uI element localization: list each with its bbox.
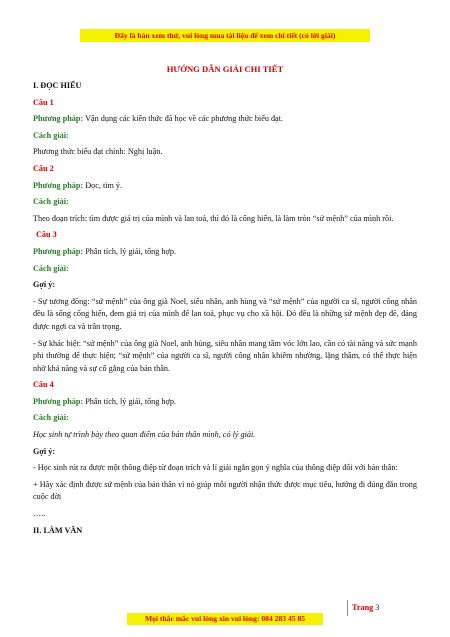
- method-2: [33, 180, 417, 193]
- solution-label-1: Cách giải:: [33, 130, 69, 140]
- question-heading-3: Câu 3: [36, 230, 57, 240]
- page-title: HƯỚNG DẪN GIẢI CHI TIẾT: [166, 64, 284, 74]
- footer-divider: [347, 600, 348, 616]
- method-text-4: Phân tích, lý giải, tổng hợp.: [85, 396, 176, 406]
- document-body: [33, 80, 417, 541]
- hint-paragraph-3a: - Sự tương đồng: “sứ mệnh” của ông già Noel, siêu nhân, anh hùng và “sứ mệnh” của người ca sĩ, người công nhân đều là sống cống hiến, đem giá trị của mình để lan toả, phục vụ cho xã hội. Đó đều là những sứ mệnh đẹp đẽ, đáng được ngợi ca và trân trọng.: [33, 296, 417, 331]
- solution-label-3: Cách giải:: [33, 263, 69, 273]
- preview-banner: Đây là bản xem thử, vui lòng mua tài liệu để xem chi tiết (có lời giải): [80, 29, 370, 42]
- page-number-value: 3: [375, 603, 380, 612]
- hint-label-4: Gợi ý:: [33, 446, 56, 456]
- answer-text-1: Phương thức biểu đạt chính: Nghị luận.: [33, 147, 163, 157]
- method-label: Phương pháp:: [33, 246, 84, 256]
- section-heading-writing: II. LÀM VĂN: [33, 525, 83, 535]
- ellipsis: …..: [33, 509, 46, 519]
- method-1: [33, 113, 417, 126]
- method-text-3: Phân tích, lý giải, tổng hợp.: [85, 246, 176, 256]
- method-text-1: Vận dụng các kiến thức đã học về các phương thức biểu đạt.: [85, 114, 284, 124]
- answer-text-2: Theo đoạn trích: tìm được giá trị của mình và lan toả, thì đó là cống hiến, là làm tròn “sứ mệnh” của mình rồi.: [33, 213, 394, 223]
- method-label: Phương pháp:: [33, 180, 84, 190]
- solution-label-2: Cách giải:: [33, 197, 69, 207]
- method-label: Phương pháp:: [33, 114, 84, 124]
- question-heading-4: Câu 4: [33, 380, 54, 390]
- question-heading-2: Câu 2: [33, 163, 54, 173]
- page-label: Trang: [352, 603, 374, 612]
- solution-label-4: Cách giải:: [33, 413, 69, 423]
- question-heading-1: Câu 1: [33, 97, 54, 107]
- method-label: Phương pháp:: [33, 396, 84, 406]
- page-number: [352, 603, 379, 612]
- hint-paragraph-4a: - Học sinh rút ra được một thông điệp từ đoạn trích và lí giải ngắn gọn ý nghĩa của thông điệp đối với bản thân:: [33, 463, 398, 473]
- section-heading-reading: I. ĐỌC HIỂU: [33, 81, 82, 90]
- contact-note: Mọi thắc mắc vui lòng xin vui lòng: 084 283 45 85: [127, 613, 323, 625]
- hint-paragraph-3b: - Sự khác biệt: “sứ mệnh” của ông già Noel, anh hùng, siêu nhân mang tầm vóc lớn lao, cần có tài năng và sức mạnh phi thường để thực hiện; “sứ mệnh” của người ca sĩ, người công nhân khiêm nhường, lặng thầm, có thể thực hiện nhờ khả năng và sự cố gắng của bản thân.: [33, 338, 417, 373]
- method-3: [33, 246, 417, 259]
- hint-paragraph-4b: + Hãy xác định được sứ mệnh của bản thân vì nó giúp mỗi người nhận thức được mục tiêu, hướng đi đúng đắn trong cuộc đời: [33, 479, 417, 502]
- answer-text-4: Học sinh tự trình bày theo quan điểm của bản thân mình, có lý giải.: [33, 430, 256, 440]
- method-text-2: Đọc, tìm ý.: [85, 180, 123, 190]
- method-4: [33, 396, 417, 409]
- hint-label-3: Gợi ý:: [33, 280, 56, 290]
